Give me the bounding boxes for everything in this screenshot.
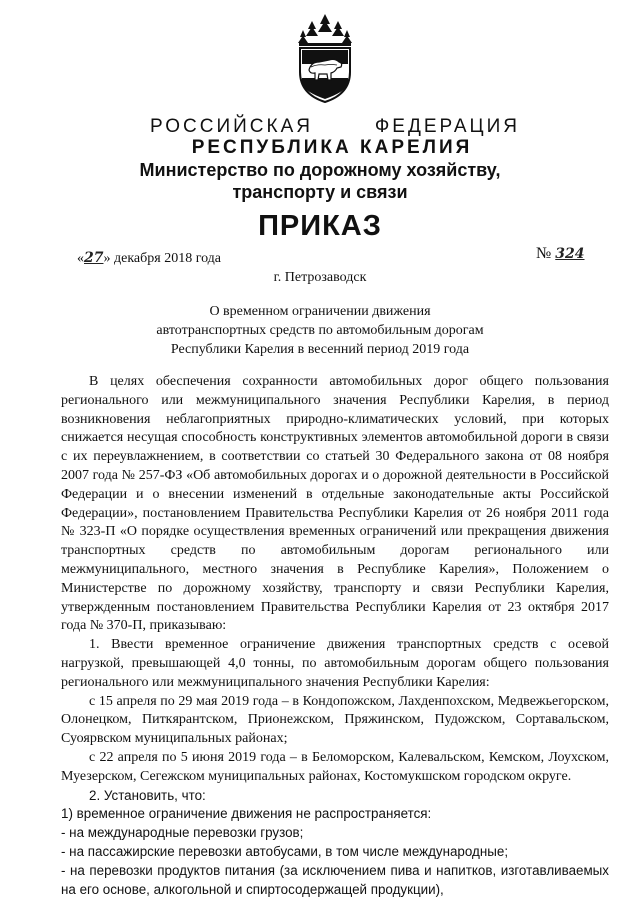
ministry-line-1: Министерство по дорожному хозяйству,	[139, 160, 501, 180]
item-1-sub-b: с 22 апреля по 5 июня 2019 года – в Беломорском, Калевальском, Кемском, Лоухском, Муезерском, Сегежском муниципальных районах, Костомукшском городском округе.	[61, 749, 609, 784]
subject-line-1: О временном ограничении движения	[209, 304, 431, 319]
subject-line-3: Республики Карелия в весенний период 2019 года	[170, 342, 470, 357]
order-body	[61, 373, 609, 899]
republic-title: РЕСПУБЛИКА КАРЕЛИЯ	[191, 137, 473, 158]
number-prefix: №	[536, 245, 552, 262]
order-number	[536, 245, 585, 263]
handwritten-day: 27	[84, 250, 104, 266]
preamble-paragraph: В целях обеспечения сохранности автомобильных дорог общего пользования регионального или межмуниципального значения Республики Карелия, в период возникновения неблагоприятных природно-климатических условий, при которых снижается несущая способность конструктивных элементов автомобильной дороги в связи с их переувлажнением, в соответствии со статьей 30 Федерального закона от 08 ноября 2007 года № 257-ФЗ «Об автомобильных дорогах и о дорожной деятельности в Российской Федерации и о внесении изменений в отдельные законодательные акты Российской Федерации», постановлением Правительства Республики Карелия от 26 ноября 2011 года № 323-П «О порядке осуществления временных ограничений или прекращения движения транспортных средств по автомобильным дорогам регионального или межмуниципального, местного значения в Республике Карелия», Положением о Министерстве по дорожному хозяйству, транспорту и связи Республики Карелия, утвержденным постановлением Правительства Республики Карелия от 23 октября 2017 года № 370-П, приказываю:	[61, 374, 609, 634]
item-1-sub-a: с 15 апреля по 29 мая 2019 года – в Кондопожском, Лахденпохском, Медвежьегорском, Олонецком, Питкярантском, Прионежском, Пряжинском, Пудожском, Сортавальском, Суоярвском муниципальных районах;	[61, 693, 609, 747]
order-subject	[0, 302, 640, 359]
item-2-sub-1c: - на перевозки продуктов питания (за исключением пива и напитков, изготавливаемых на его основе, алкогольной и спиртосодержащей продукции),	[61, 862, 609, 897]
country-title	[150, 116, 520, 138]
order-date	[77, 250, 221, 267]
country-word-1: РОССИЙСКАЯ	[150, 116, 313, 137]
item-2-sub-1b: - на пассажирские перевозки автобусами, в том числе международные;	[61, 843, 509, 859]
date-open-quote: «	[77, 251, 84, 266]
country-word-2: ФЕДЕРАЦИЯ	[374, 116, 520, 137]
subject-line-2: автотранспортных средств по автомобильным дорогам	[156, 323, 484, 338]
handwritten-number: 324	[555, 246, 585, 262]
item-2-sub-1: 1) временное ограничение движения не распространяется:	[61, 806, 432, 822]
item-2-sub-1a: - на международные перевозки грузов;	[61, 825, 304, 841]
ministry-line-2: транспорту и связи	[232, 182, 408, 202]
document-type: ПРИКАЗ	[258, 210, 382, 242]
date-rest: » декабря 2018 года	[103, 251, 222, 266]
coat-of-arms-icon	[295, 12, 355, 104]
city-line: г. Петрозаводск	[273, 270, 367, 285]
item-2-paragraph: 2. Установить, что:	[89, 787, 206, 803]
item-1-paragraph: 1. Ввести временное ограничение движения транспортных средств с осевой нагрузкой, превышающей 4,0 тонны, по автомобильным дорогам общего пользования регионального или межмуниципального значения Республики Карелия:	[61, 637, 609, 690]
